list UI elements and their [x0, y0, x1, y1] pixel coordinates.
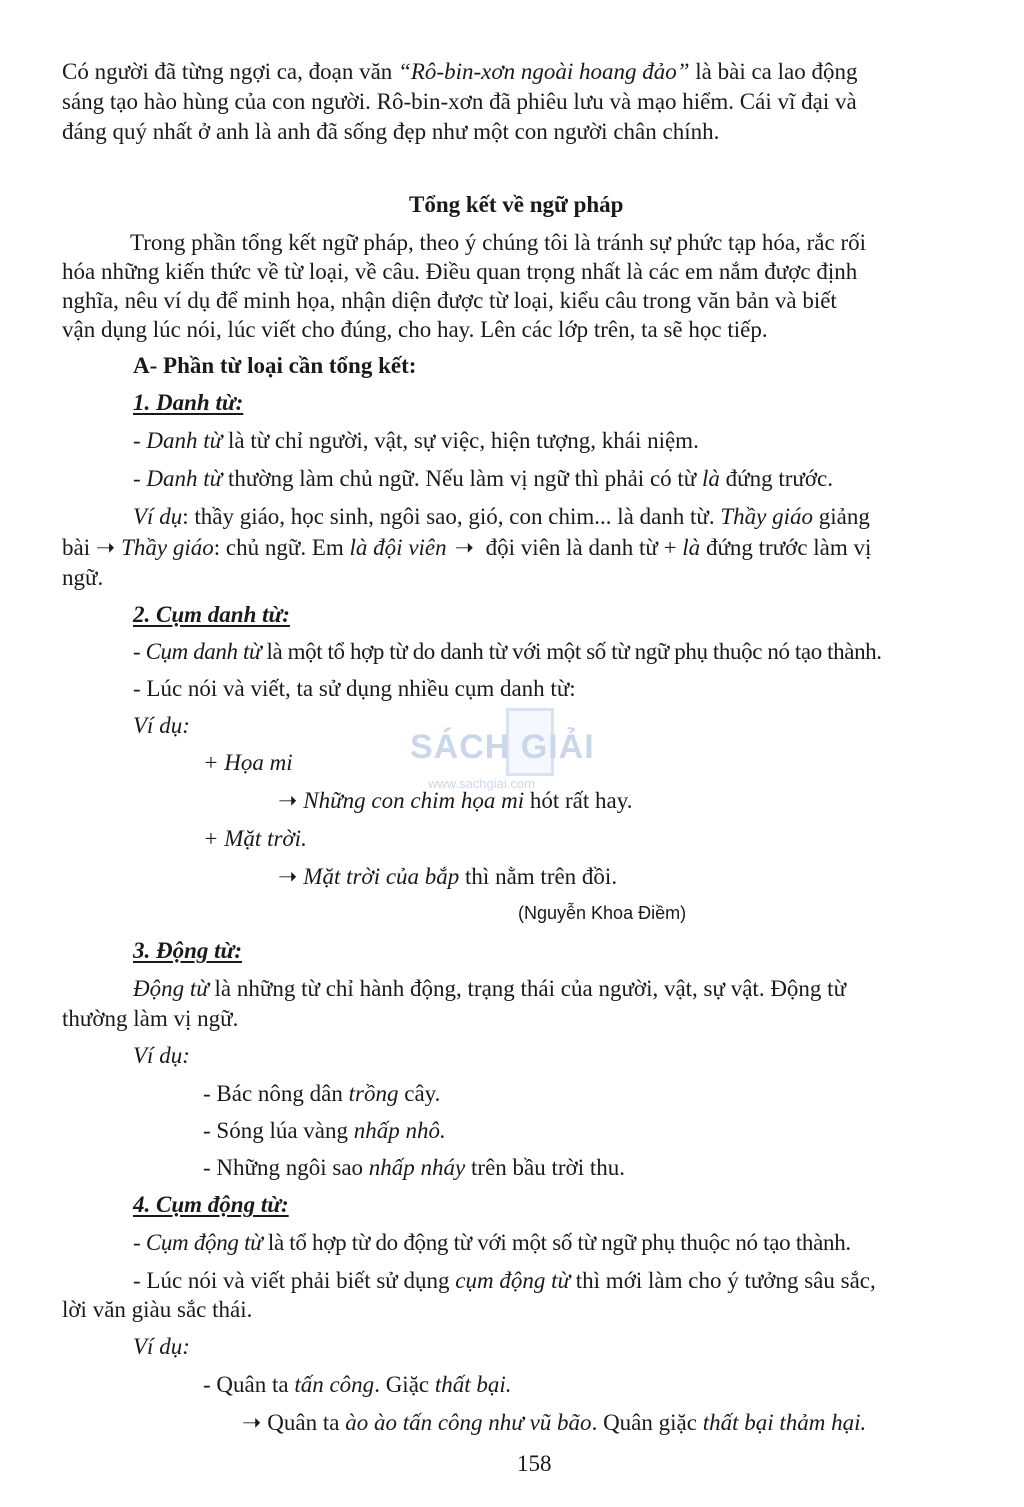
term: Danh từ [146, 466, 223, 491]
right-arrow-icon: ➝ [278, 788, 298, 813]
dash: - [133, 1230, 146, 1255]
intro-line-1 [62, 60, 858, 83]
text: giảng [813, 504, 870, 529]
term: tấn công [294, 1372, 375, 1397]
term: Những con chim họa mi [303, 788, 525, 813]
text: là từ chỉ người, vật, sự việc, hiện tượng, khái niệm. [222, 428, 699, 453]
text: cây. [398, 1081, 441, 1106]
text: hót rất hay. [524, 788, 633, 813]
dash: - [133, 428, 147, 453]
cum-dong-tu-example-1 [203, 1373, 512, 1396]
term: nhấp nhô. [353, 1118, 446, 1143]
danh-tu-heading: 1. Danh từ: [133, 390, 244, 415]
text: đứng trước làm vị [700, 535, 872, 560]
overview-line-3: nghĩa, nêu ví dụ để minh họa, nhận diện được từ loại, kiểu câu trong văn bản và biết [62, 288, 837, 313]
section-title: Tổng kết về ngữ pháp [409, 192, 624, 217]
cum-danh-tu-example-2-result [278, 865, 617, 888]
cum-danh-tu-definition [133, 640, 882, 663]
text: trên bầu trời thu. [465, 1155, 625, 1180]
dong-tu-example-label: Ví dụ: [133, 1043, 190, 1068]
term: Thầy giáo [720, 504, 814, 529]
dong-tu-definition [133, 977, 846, 1000]
text: - Lúc nói và viết phải biết sử dụng [133, 1268, 456, 1293]
danh-tu-example-line-2 [62, 536, 871, 559]
text: Quân ta [267, 1410, 346, 1435]
text: - Những ngôi sao [203, 1155, 369, 1180]
watermark-brand: SÁCH GIẢI [410, 728, 595, 766]
term: Động từ [133, 976, 209, 1001]
term: là [682, 535, 701, 560]
danh-tu-definition [133, 429, 699, 452]
term: Cụm danh từ [145, 639, 262, 664]
cum-danh-tu-heading: 2. Cụm danh từ: [133, 602, 290, 627]
intro-line-3: đáng quý nhất ở anh là anh đã sống đẹp như một con người chân chính. [62, 119, 720, 144]
dash: - [133, 639, 146, 664]
right-arrow-icon: ➝ [95, 535, 116, 560]
text: : chủ ngữ. Em [213, 535, 350, 560]
dong-tu-example-2 [203, 1119, 446, 1142]
text: - Bác nông dân [203, 1081, 349, 1106]
term: cụm động từ [455, 1268, 571, 1293]
dong-tu-example-3 [203, 1156, 625, 1179]
text: đội viên là danh từ + [479, 535, 683, 560]
term: ào ào tấn công như vũ bão [345, 1410, 592, 1435]
right-arrow-icon: ➝ [242, 1410, 262, 1435]
text: thì mới làm cho ý tưởng sâu sắc, [570, 1268, 876, 1293]
intro-line-2: sáng tạo hào hùng của con người. Rô-bin-xơn đã phiêu lưu và mạo hiểm. Cái vĩ đại và [62, 89, 857, 114]
text: là tổ hợp từ do động từ với một số từ ngữ phụ thuộc nó tạo thành. [262, 1230, 851, 1255]
part-a-heading: A- Phần từ loại cần tổng kết: [133, 353, 417, 378]
page-number: 158 [517, 1451, 552, 1476]
text: . Quân giặc [591, 1410, 703, 1435]
dong-tu-definition-line-2: thường làm vị ngữ. [62, 1006, 239, 1031]
cum-danh-tu-example-label: Ví dụ: [133, 713, 190, 738]
cum-dong-tu-example-1-result [242, 1411, 866, 1434]
danh-tu-example-line-3: ngữ. [62, 565, 104, 590]
term: nhấp nháy [368, 1155, 466, 1180]
term: Cụm động từ [145, 1230, 263, 1255]
term: thất bại. [434, 1372, 512, 1397]
danh-tu-rule [133, 467, 833, 490]
overview-line-4: vận dụng lúc nói, lúc viết cho đúng, cho hay. Lên các lớp trên, ta sẽ học tiếp. [62, 317, 768, 342]
text: - Quân ta [203, 1372, 295, 1397]
text: thì nằm trên đồi. [459, 864, 618, 889]
overview-line-2: hóa những kiến thức về từ loại, về câu. Điều quan trọng nhất là các em nắm được định [62, 259, 858, 284]
danh-tu-example-line-1 [133, 505, 870, 528]
dash: - [133, 466, 147, 491]
dong-tu-heading: 3. Động từ: [133, 938, 242, 963]
right-arrow-icon: ➝ [278, 864, 298, 889]
text: là một tổ hợp từ do danh từ với một số từ ngữ phụ thuộc nó tạo thành. [261, 639, 882, 664]
term: thất bại thảm hại. [702, 1410, 867, 1435]
dong-tu-example-1 [203, 1082, 440, 1105]
term: trồng [348, 1081, 399, 1106]
text: - Sóng lúa vàng [203, 1118, 354, 1143]
overview-line-1: Trong phần tổng kết ngữ pháp, theo ý chúng tôi là tránh sự phức tạp hóa, rắc rối [130, 230, 866, 255]
cum-dong-tu-usage [133, 1269, 876, 1292]
term: Mặt trời của bắp [303, 864, 460, 889]
cum-dong-tu-example-label: Ví dụ: [133, 1334, 190, 1359]
watermark [410, 720, 620, 800]
watermark-url: www.sachgiai.com [428, 776, 535, 791]
cum-danh-tu-example-1: + Họa mi [203, 750, 293, 775]
text: đứng trước. [719, 466, 834, 491]
term: là [702, 466, 720, 491]
term: Thầy giáo [121, 535, 214, 560]
right-arrow-icon: ➝ [454, 535, 474, 560]
text: là những từ chỉ hành động, trạng thái của người, vật, sự vật. Động từ [208, 976, 847, 1001]
intro-text: là bài ca lao động [689, 59, 858, 84]
cum-danh-tu-usage: - Lúc nói và viết, ta sử dụng nhiều cụm danh từ: [133, 676, 576, 701]
text: . Giặc [374, 1372, 435, 1397]
text: bài [62, 535, 96, 560]
citation-source: (Nguyễn Khoa Điềm) [518, 903, 687, 923]
text: : thầy giáo, học sinh, ngôi sao, gió, con chim... là danh từ. [182, 504, 721, 529]
term: Danh từ [146, 428, 223, 453]
cum-dong-tu-usage-line-2: lời văn giàu sắc thái. [62, 1297, 253, 1322]
intro-quoted-title: “Rô-bin-xơn ngoài hoang đảo” [398, 59, 690, 84]
term: là đội viên [349, 535, 447, 560]
intro-text: Có người đã từng ngợi ca, đoạn văn [62, 59, 399, 84]
cum-dong-tu-definition [133, 1231, 851, 1254]
cum-dong-tu-heading: 4. Cụm động từ: [133, 1192, 289, 1217]
text: thường làm chủ ngữ. Nếu làm vị ngữ thì phải có từ [222, 466, 703, 491]
example-label: Ví dụ [133, 504, 183, 529]
cum-danh-tu-example-2: + Mặt trời. [203, 826, 307, 851]
